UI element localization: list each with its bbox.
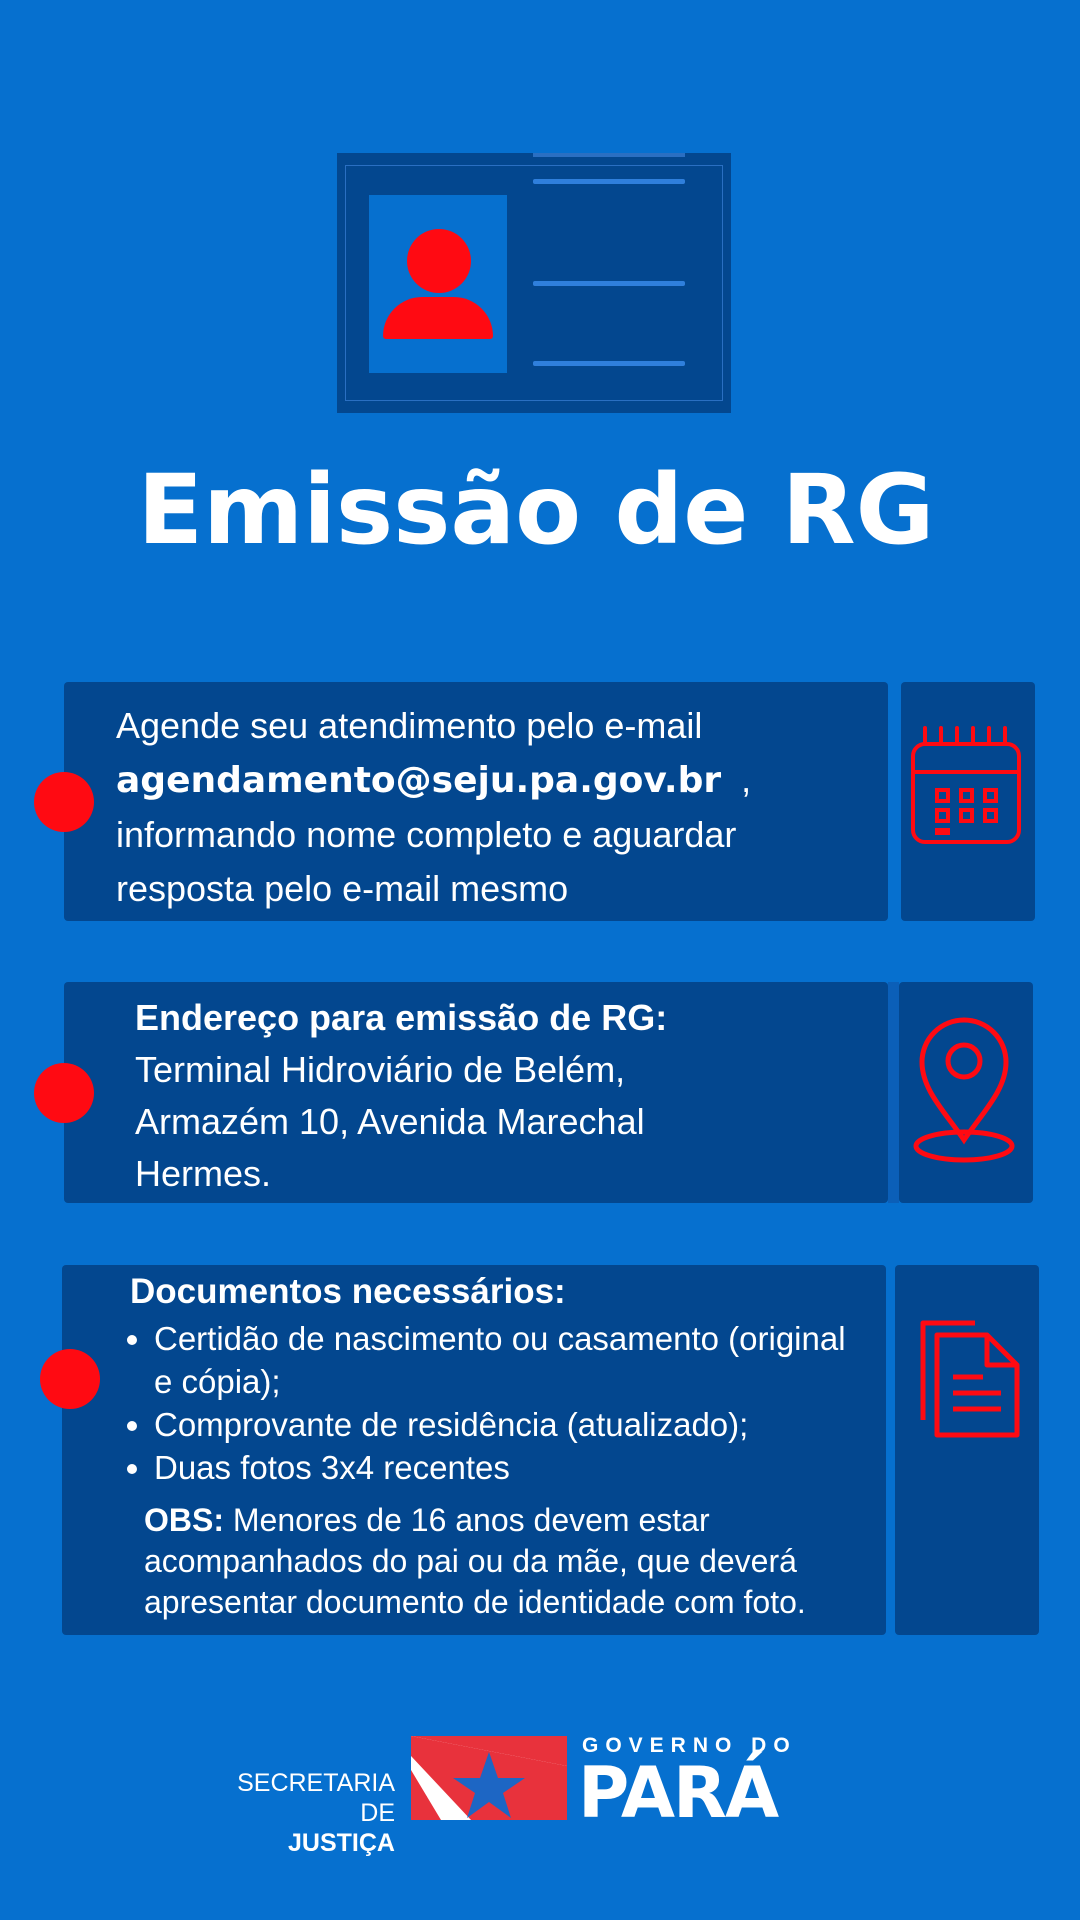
location-icon-box bbox=[899, 982, 1033, 1203]
documents-text: Documentos necessários: • Certidão de nascimento ou casamento (original e cópia); • Comprovante de residência (atualizado); • Duas fotos 3x4 recentes bbox=[130, 1267, 870, 1489]
address-text: Endereço para emissão de RG: Terminal Hidroviário de Belém, Armazém 10, Avenida Marechal Hermes. bbox=[135, 997, 668, 1194]
para-wordmark: PARÁ bbox=[578, 1752, 778, 1834]
bullet-dot bbox=[34, 772, 94, 832]
secretaria-logo: SECRETARIA DE JUSTIÇA bbox=[237, 1769, 395, 1857]
obs-note: OBS: Menores de 16 anos devem estar acompanhados do pai ou da mãe, que deverá apresentar documento de identidade com foto. bbox=[144, 1502, 806, 1620]
documents-icon-box bbox=[895, 1265, 1039, 1635]
email-address[interactable]: agendamento@seju.pa.gov.br bbox=[116, 760, 722, 801]
governo-label: GOVERNO DO bbox=[582, 1734, 797, 1757]
page-title: Emissão de RG bbox=[137, 454, 935, 566]
calendar-icon bbox=[901, 682, 1035, 921]
list-item: • Certidão de nascimento ou casamento (original e cópia); bbox=[154, 1317, 870, 1403]
id-card-illustration bbox=[337, 153, 731, 413]
calendar-icon-box bbox=[901, 682, 1035, 921]
person-icon bbox=[369, 195, 507, 373]
bullet-dot bbox=[40, 1349, 100, 1409]
list-item: • Duas fotos 3x4 recentes bbox=[154, 1446, 870, 1489]
bullet-dot bbox=[34, 1063, 94, 1123]
documents-list bbox=[130, 1317, 870, 1489]
para-flag-icon bbox=[411, 1736, 567, 1820]
list-item: • Comprovante de residência (atualizado); bbox=[154, 1403, 870, 1446]
documents-icon bbox=[895, 1265, 1039, 1635]
scheduling-text: Agende seu atendimento pelo e-mail agendamento@seju.pa.gov.br , informando nome completo e aguardar resposta pelo e-mail mesmo bbox=[116, 705, 752, 909]
location-pin-icon bbox=[899, 982, 1033, 1203]
